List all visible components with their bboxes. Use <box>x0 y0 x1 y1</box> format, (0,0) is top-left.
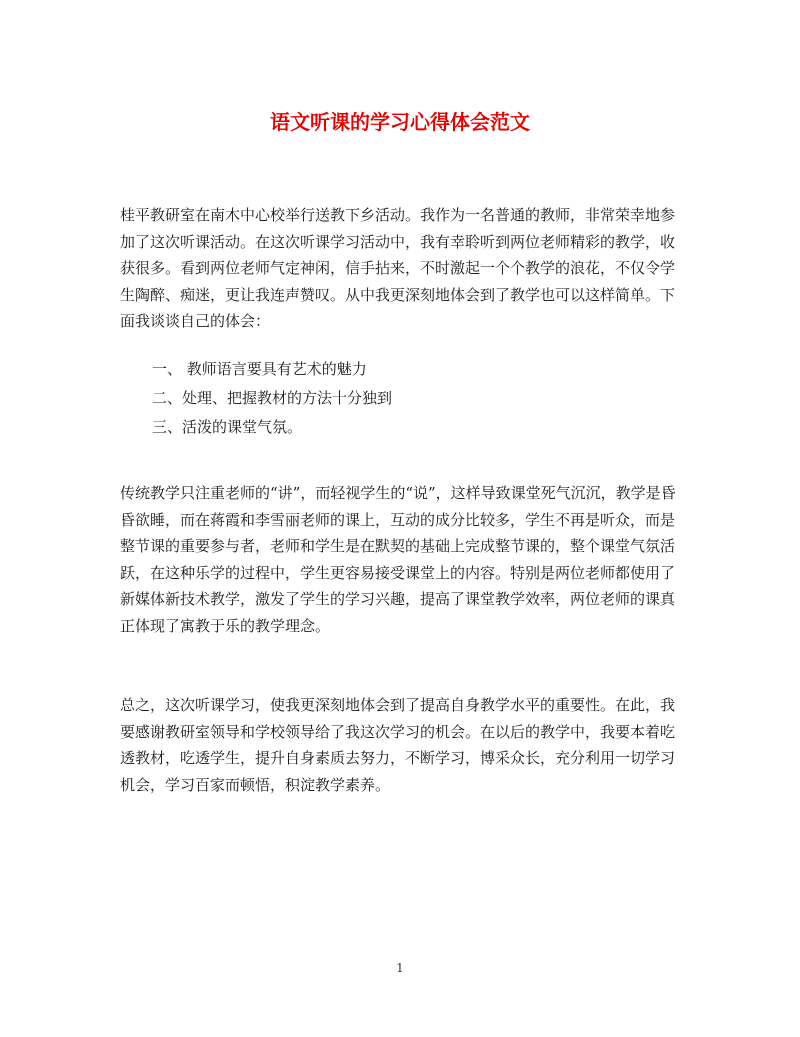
paragraph-body: 传统教学只注重老师的“讲”，而轻视学生的“说”，这样导致课堂死气沉沉，教学是昏昏欲睡，而在蒋霞和李雪丽老师的课上，互动的成分比较多，学生不再是听众，而是整节课的重要参与者，老师和学生是在默契的基础上完成整节课的，整个课堂气氛活跃，在这种乐学的过程中，学生更容易接受课堂上的内容。特别是两位老师都使用了新媒体新技术教学，激发了学生的学习兴趣，提高了课堂教学效率，两位老师的课真正体现了寓教于乐的教学理念。 <box>120 484 676 635</box>
page-title: 语文听课的学习心得体会范文 <box>270 110 530 134</box>
paragraph-conclusion: 总之，这次听课学习，使我更深刻地体会到了提高自身教学水平的重要性。在此，我要感谢教研室领导和学校领导给了我这次学习的机会。在以后的教学中，我要本着吃透教材，吃透学生，提升自身素质去努力，不断学习，博采众长，充分利用一切学习机会，学习百家而顿悟，积淀教学素养。 <box>120 696 676 794</box>
paragraph-intro: 桂平教研室在南木中心校举行送教下乡活动。我作为一名普通的教师，非常荣幸地参加了这次听课活动。在这次听课学习活动中，我有幸聆听到两位老师精彩的教学，收获很多。看到两位老师气定神闲，信手拈来，不时激起一个个教学的浪花，不仅令学生陶醉、痴迷，更让我连声赞叹。从中我更深刻地体会到了教学也可以这样简单。下面我谈谈自己的体会： <box>120 206 676 331</box>
page-number: 1 <box>396 961 404 975</box>
list-item: 一、 教师语言要具有艺术的魅力 <box>152 360 367 378</box>
list-item: 二、处理、把握教材的方法十分独到 <box>152 389 393 407</box>
insights-list <box>152 355 392 442</box>
list-item: 三、活泼的课堂气氛。 <box>152 418 303 436</box>
